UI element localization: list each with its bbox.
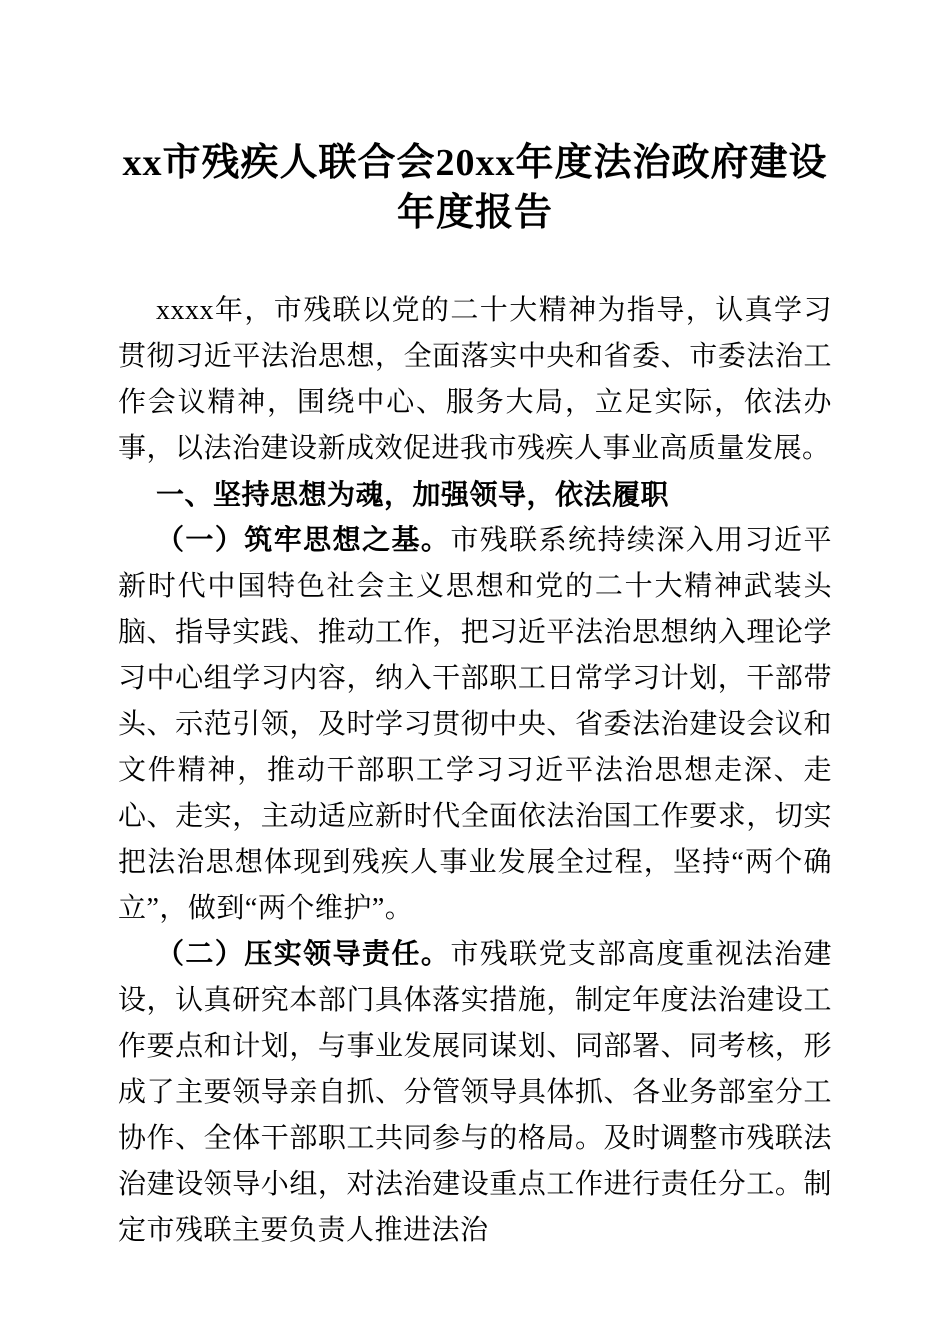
paragraph-1 bbox=[118, 518, 832, 932]
document-title: xx市残疾人联合会20xx年度法治政府建设年度报告 bbox=[122, 142, 828, 235]
paragraph-2-text: 市残联党支部高度重视法治建设，认真研究本部门具体落实措施，制定年度法治建设工作要点和计划，与事业发展同谋划、同部署、同考核，形成了主要领导亲自抓、分管领导具体抓、各业务部室分工协作、全体干部职工共同参与的格局。及时调整市残联法治建设领导小组，对法治建设重点工作进行责任分工。制定市残联主要负责人推进法治 bbox=[118, 939, 832, 1247]
paragraph-2-lead: （二）压实领导责任。 bbox=[156, 939, 451, 971]
paragraph-1-text: 市残联系统持续深入用习近平新时代中国特色社会主义思想和党的二十大精神武装头脑、指导实践、推动工作，把习近平法治思想纳入理论学习中心组学习内容，纳入干部职工日常学习计划，干部带头、示范引领，及时学习贯彻中央、省委法治建设会议和文件精神，推动干部职工学习习近平法治思想走深、走心、走实，主动适应新时代全面依法治国工作要求，切实把法治思想体现到残疾人事业发展全过程，坚持“两个确立”，做到“两个维护”。 bbox=[118, 525, 832, 925]
paragraph-1-lead: （一）筑牢思想之基。 bbox=[156, 525, 451, 557]
paragraph-2 bbox=[118, 932, 832, 1254]
section-heading-1: 一、坚持思想为魂，加强领导，依法履职 bbox=[156, 479, 670, 511]
intro-paragraph: xxxx年，市残联以党的二十大精神为指导，认真学习贯彻习近平法治思想，全面落实中央和省委、市委法治工作会议精神，围绕中心、服务大局，立足实际，依法办事，以法治建设新成效促进我市残疾人事业高质量发展。 bbox=[118, 295, 832, 465]
